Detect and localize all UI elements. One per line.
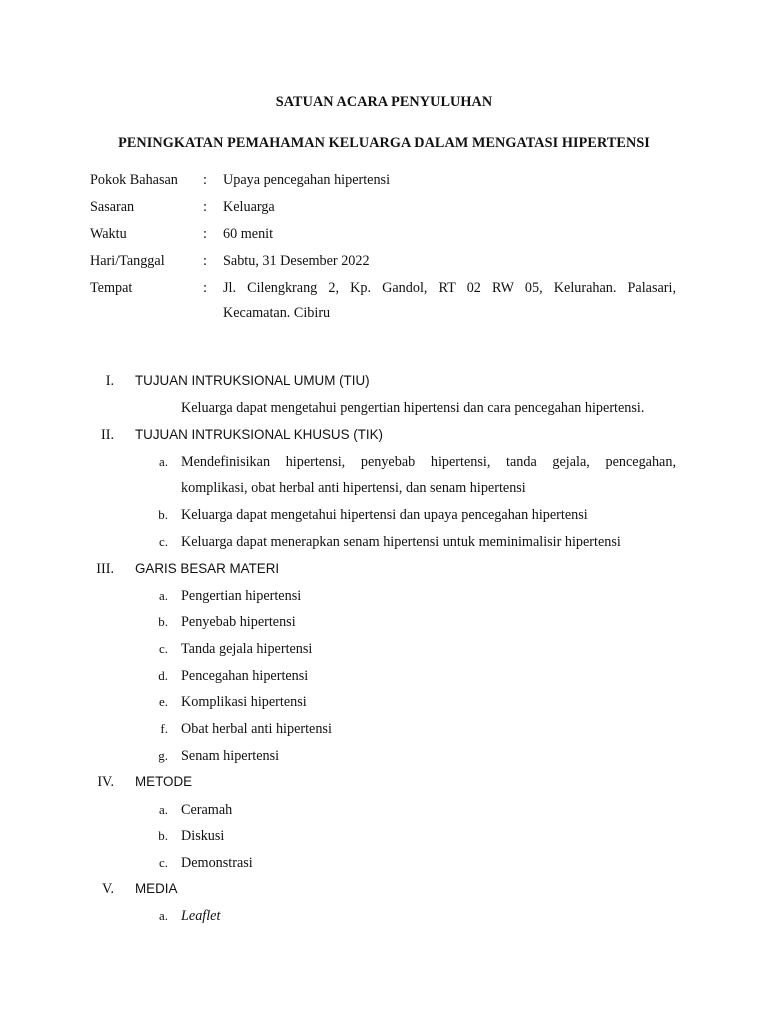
section-number: III. <box>96 561 114 577</box>
info-row-sasaran <box>90 199 676 219</box>
list-item-letter: a. <box>158 908 168 923</box>
section-title-garis-besar-materi: GARIS BESAR MATERI <box>135 561 280 576</box>
list-item-letter: b. <box>158 614 168 629</box>
info-value: Sabtu, 31 Desember 2022 <box>223 253 370 269</box>
info-value: 60 menit <box>223 226 274 242</box>
list-item-text: Keluarga dapat mengetahui hipertensi dan upaya pencegahan hipertensi <box>181 507 588 523</box>
info-label: Pokok Bahasan <box>90 172 178 188</box>
list-item-text: Obat herbal anti hipertensi <box>181 721 332 737</box>
document-title: SATUAN ACARA PENYULUHAN <box>275 94 493 110</box>
info-row-tempat <box>90 280 676 300</box>
section-title-media: MEDIA <box>135 881 178 896</box>
section-title-tik: TUJUAN INTRUKSIONAL KHUSUS (TIK) <box>135 427 383 442</box>
section-number: V. <box>102 881 114 897</box>
section-number: II. <box>101 427 114 443</box>
info-separator: : <box>203 172 207 188</box>
list-item-text: Tanda gejala hipertensi <box>181 641 313 657</box>
document-subtitle: PENINGKATAN PEMAHAMAN KELUARGA DALAM MENGATASI HIPERTENSI <box>118 135 650 151</box>
list-item-letter: a. <box>158 454 168 469</box>
list-item-text-continuation: komplikasi, obat herbal anti hipertensi, dan senam hipertensi <box>181 480 526 496</box>
info-label: Tempat <box>90 280 133 296</box>
list-item-letter: c. <box>158 641 168 656</box>
list-item-text: Mendefinisikan hipertensi, penyebab hipertensi, tanda gejala, pencegahan, <box>181 454 676 470</box>
list-item-text: Leaflet <box>181 908 221 924</box>
list-item-text: Ceramah <box>181 802 233 818</box>
list-item-text: Senam hipertensi <box>181 748 280 764</box>
section-title-tiu: TUJUAN INTRUKSIONAL UMUM (TIU) <box>135 373 370 388</box>
info-label: Sasaran <box>90 199 135 215</box>
list-item-letter: e. <box>158 694 168 709</box>
list-item-letter: a. <box>158 588 168 603</box>
list-item-text: Komplikasi hipertensi <box>181 694 307 710</box>
section-number: I. <box>105 373 114 389</box>
info-value-continuation: Kecamatan. Cibiru <box>223 305 331 321</box>
list-item-text: Penyebab hipertensi <box>181 614 296 630</box>
info-separator: : <box>203 253 207 269</box>
list-item-text: Keluarga dapat menerapkan senam hipertensi untuk meminimalisir hipertensi <box>181 534 621 550</box>
info-value: Upaya pencegahan hipertensi <box>223 172 391 188</box>
info-label: Hari/Tanggal <box>90 253 165 269</box>
info-value: Jl. Cilengkrang 2, Kp. Gandol, RT 02 RW 05, Kelurahan. Palasari, <box>223 280 676 296</box>
list-item-letter: c. <box>158 534 168 549</box>
info-row-hari-tanggal <box>90 253 676 273</box>
list-item-letter: g. <box>158 748 168 763</box>
section-paragraph: Keluarga dapat mengetahui pengertian hipertensi dan cara pencegahan hipertensi. <box>181 400 645 416</box>
info-value: Keluarga <box>223 199 275 215</box>
list-item-letter: d. <box>158 668 168 683</box>
list-item-text: Diskusi <box>181 828 225 844</box>
info-row-pokok-bahasan <box>90 172 676 192</box>
info-separator: : <box>203 226 207 242</box>
list-item-letter: c. <box>158 855 168 870</box>
list-item-letter: f. <box>160 721 168 736</box>
list-item-text: Demonstrasi <box>181 855 253 871</box>
info-label: Waktu <box>90 226 127 242</box>
list-item-text: Pencegahan hipertensi <box>181 668 309 684</box>
info-separator: : <box>203 199 207 215</box>
list-item-letter: b. <box>158 507 168 522</box>
section-title-metode: METODE <box>135 774 193 789</box>
list-item-letter: a. <box>158 802 168 817</box>
section-number: IV. <box>97 774 114 790</box>
list-item-text: Pengertian hipertensi <box>181 588 302 604</box>
info-separator: : <box>203 280 207 296</box>
info-row-waktu <box>90 226 676 246</box>
list-item-letter: b. <box>158 828 168 843</box>
